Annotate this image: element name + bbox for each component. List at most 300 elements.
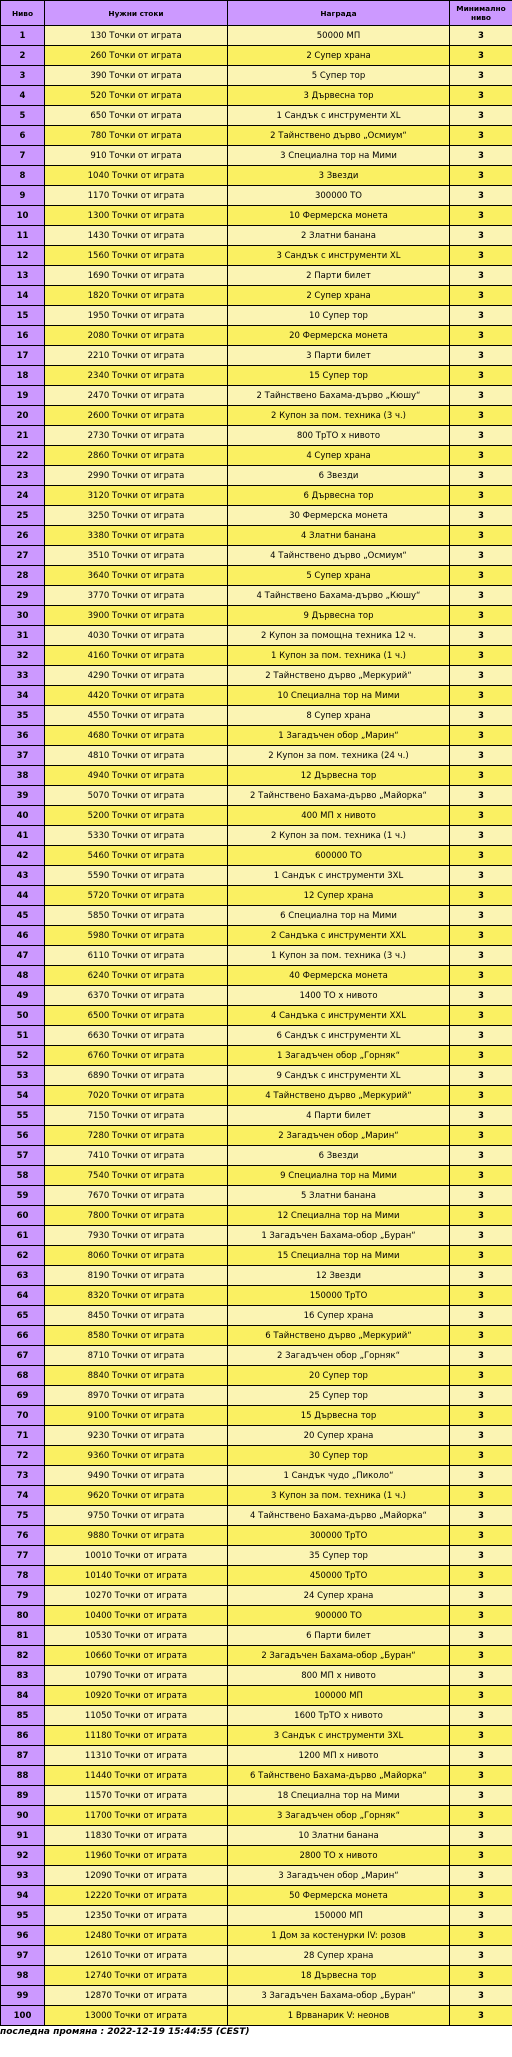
points-cell — [45, 1006, 228, 1026]
level-cell: 59 — [1, 1186, 45, 1206]
points-suffix: Точки от играта — [111, 990, 185, 1001]
points-suffix: Точки от играта — [111, 1330, 185, 1341]
table-row — [1, 586, 512, 606]
reward-cell: 2 Парти билет — [228, 266, 450, 286]
points-cell — [45, 1806, 228, 1826]
points-value: 2470 — [87, 390, 110, 401]
table-row — [1, 26, 512, 46]
points-value: 1820 — [87, 290, 110, 301]
min-level-cell: 3 — [450, 1486, 512, 1506]
reward-cell: 1600 ТрТО x нивото — [228, 1706, 450, 1726]
reward-cell: 800 МП x нивото — [228, 1666, 450, 1686]
min-level-cell: 3 — [450, 1266, 512, 1286]
reward-cell: 9 Дървесна тор — [228, 606, 450, 626]
points-suffix: Точки от играта — [109, 150, 182, 161]
level-cell: 34 — [1, 686, 45, 706]
points-cell — [45, 1326, 228, 1346]
table-row — [1, 1806, 512, 1826]
min-level-cell: 3 — [450, 1846, 512, 1866]
level-cell: 73 — [1, 1466, 45, 1486]
reward-cell: 2 Супер храна — [228, 286, 450, 306]
reward-cell: 300000 ТрТО — [228, 1526, 450, 1546]
points-suffix: Точки от играта — [111, 1170, 185, 1181]
level-cell: 72 — [1, 1446, 45, 1466]
points-value: 6500 — [87, 1010, 110, 1021]
points-value: 6760 — [87, 1050, 110, 1061]
min-level-cell: 3 — [450, 66, 512, 86]
points-cell — [45, 426, 228, 446]
table-row — [1, 806, 512, 826]
level-cell: 28 — [1, 566, 45, 586]
reward-cell: 2 Купон за пом. техника (1 ч.) — [228, 826, 450, 846]
points-cell — [45, 946, 228, 966]
points-cell — [45, 1986, 228, 2006]
level-cell: 65 — [1, 1306, 45, 1326]
min-level-cell: 3 — [450, 1726, 512, 1746]
points-value: 3770 — [87, 590, 110, 601]
points-suffix: Точки от играта — [114, 1810, 188, 1821]
table-row — [1, 1266, 512, 1286]
points-suffix: Точки от играта — [109, 70, 182, 81]
table-row — [1, 826, 512, 846]
table-row — [1, 866, 512, 886]
points-value: 4940 — [87, 770, 110, 781]
level-cell: 36 — [1, 726, 45, 746]
min-level-cell: 3 — [450, 906, 512, 926]
points-value: 2210 — [87, 350, 110, 361]
min-level-cell: 3 — [450, 1366, 512, 1386]
points-suffix: Точки от играта — [111, 270, 185, 281]
min-level-cell: 3 — [450, 326, 512, 346]
points-value: 4810 — [87, 750, 110, 761]
reward-cell: 1 Врванарик V: неонов — [228, 2006, 450, 2026]
reward-cell: 2 Купон за помощна техника 12 ч. — [228, 626, 450, 646]
points-cell — [45, 846, 228, 866]
points-cell — [45, 1666, 228, 1686]
reward-cell: 20 Фермерска монета — [228, 326, 450, 346]
reward-cell: 2 Купон за пом. техника (24 ч.) — [228, 746, 450, 766]
level-cell: 54 — [1, 1086, 45, 1106]
points-suffix: Точки от играта — [111, 1090, 185, 1101]
level-cell: 11 — [1, 226, 45, 246]
points-suffix: Точки от играта — [114, 1550, 188, 1561]
min-level-cell: 3 — [450, 286, 512, 306]
reward-cell: 50 Фермерска монета — [228, 1886, 450, 1906]
min-level-cell: 3 — [450, 1686, 512, 1706]
table-row — [1, 546, 512, 566]
table-row — [1, 186, 512, 206]
points-value: 520 — [90, 90, 107, 101]
points-value: 11570 — [84, 1790, 112, 1801]
min-level-cell: 3 — [450, 1646, 512, 1666]
level-cell: 47 — [1, 946, 45, 966]
table-row — [1, 946, 512, 966]
points-value: 10010 — [84, 1550, 112, 1561]
reward-cell: 10 Фермерска монета — [228, 206, 450, 226]
level-cell: 5 — [1, 106, 45, 126]
points-cell — [45, 926, 228, 946]
points-value: 6240 — [87, 970, 110, 981]
points-suffix: Точки от играта — [111, 570, 185, 581]
min-level-cell: 3 — [450, 1466, 512, 1486]
table-row — [1, 986, 512, 1006]
table-row — [1, 1746, 512, 1766]
min-level-cell: 3 — [450, 306, 512, 326]
level-cell: 12 — [1, 246, 45, 266]
reward-cell: 9 Сандък с инструменти XL — [228, 1066, 450, 1086]
points-cell — [45, 486, 228, 506]
points-suffix: Точки от играта — [111, 790, 185, 801]
points-value: 1430 — [87, 230, 110, 241]
min-level-cell: 3 — [450, 1626, 512, 1646]
points-suffix: Точки от играта — [111, 350, 185, 361]
reward-cell: 12 Специална тор на Мими — [228, 1206, 450, 1226]
level-cell: 33 — [1, 666, 45, 686]
points-value: 2860 — [87, 450, 110, 461]
points-suffix: Точки от играта — [111, 530, 185, 541]
table-row — [1, 1766, 512, 1786]
table-row — [1, 1126, 512, 1146]
table-row — [1, 1706, 512, 1726]
points-value: 7670 — [87, 1190, 110, 1201]
points-suffix: Точки от играта — [111, 690, 185, 701]
points-value: 2600 — [87, 410, 110, 421]
points-cell — [45, 1746, 228, 1766]
points-value: 9100 — [87, 1410, 110, 1421]
points-suffix: Точки от играта — [111, 1390, 185, 1401]
table-row — [1, 2006, 512, 2026]
points-cell — [45, 146, 228, 166]
min-level-cell: 3 — [450, 1826, 512, 1846]
points-suffix: Точки от играта — [111, 630, 185, 641]
points-value: 4290 — [87, 670, 110, 681]
reward-cell: 15 Специална тор на Мими — [228, 1246, 450, 1266]
table-row — [1, 706, 512, 726]
points-suffix: Точки от играта — [111, 1470, 185, 1481]
table-row — [1, 746, 512, 766]
min-level-cell: 3 — [450, 626, 512, 646]
points-value: 5850 — [87, 910, 110, 921]
min-level-cell: 3 — [450, 1986, 512, 2006]
points-cell — [45, 786, 228, 806]
min-level-cell: 3 — [450, 966, 512, 986]
table-row — [1, 846, 512, 866]
level-cell: 92 — [1, 1846, 45, 1866]
points-cell — [45, 1486, 228, 1506]
level-cell: 91 — [1, 1826, 45, 1846]
points-suffix: Точки от играта — [109, 50, 182, 61]
min-level-cell: 3 — [450, 186, 512, 206]
points-suffix: Точки от играта — [114, 1610, 188, 1621]
level-cell: 37 — [1, 746, 45, 766]
level-cell: 88 — [1, 1766, 45, 1786]
points-cell — [45, 546, 228, 566]
points-suffix: Точки от играта — [114, 1770, 188, 1781]
table-row — [1, 1246, 512, 1266]
reward-cell: 3 Купон за пом. техника (1 ч.) — [228, 1486, 450, 1506]
points-suffix: Точки от играта — [109, 90, 182, 101]
points-suffix: Точки от играта — [111, 1010, 185, 1021]
reward-cell: 900000 ТО — [228, 1606, 450, 1626]
min-level-cell: 3 — [450, 686, 512, 706]
points-value: 4550 — [87, 710, 110, 721]
level-cell: 69 — [1, 1386, 45, 1406]
table-row — [1, 966, 512, 986]
level-cell: 48 — [1, 966, 45, 986]
points-suffix: Точки от играта — [111, 190, 185, 201]
level-cell: 4 — [1, 86, 45, 106]
reward-cell: 6 Звезди — [228, 466, 450, 486]
points-value: 7800 — [87, 1210, 110, 1221]
level-cell: 96 — [1, 1926, 45, 1946]
level-cell: 42 — [1, 846, 45, 866]
min-level-cell: 3 — [450, 1526, 512, 1546]
points-suffix: Точки от играта — [111, 890, 185, 901]
points-cell — [45, 1766, 228, 1786]
points-cell — [45, 446, 228, 466]
level-cell: 93 — [1, 1866, 45, 1886]
points-cell — [45, 1266, 228, 1286]
header-level: Ниво — [1, 1, 45, 26]
min-level-cell: 3 — [450, 1166, 512, 1186]
points-suffix: Точки от играта — [111, 930, 185, 941]
points-cell — [45, 986, 228, 1006]
min-level-cell: 3 — [450, 1066, 512, 1086]
points-value: 11310 — [84, 1750, 112, 1761]
points-cell — [45, 26, 228, 46]
points-cell — [45, 66, 228, 86]
min-level-cell: 3 — [450, 146, 512, 166]
points-value: 910 — [90, 150, 107, 161]
table-body — [1, 26, 512, 2026]
points-cell — [45, 1126, 228, 1146]
points-cell — [45, 126, 228, 146]
table-row — [1, 1326, 512, 1346]
min-level-cell: 3 — [450, 766, 512, 786]
min-level-cell: 3 — [450, 946, 512, 966]
points-cell — [45, 166, 228, 186]
level-cell: 97 — [1, 1946, 45, 1966]
level-cell: 25 — [1, 506, 45, 526]
table-row — [1, 1646, 512, 1666]
min-level-cell: 3 — [450, 386, 512, 406]
reward-cell: 4 Тайнствено Бахама-дърво „Кюшу“ — [228, 586, 450, 606]
table-row — [1, 1506, 512, 1526]
level-cell: 98 — [1, 1966, 45, 1986]
min-level-cell: 3 — [450, 466, 512, 486]
table-row — [1, 266, 512, 286]
level-cell: 45 — [1, 906, 45, 926]
points-suffix: Точки от играта — [109, 130, 182, 141]
points-suffix: Точки от играта — [114, 1910, 188, 1921]
points-value: 11830 — [84, 1830, 112, 1841]
points-value: 11180 — [84, 1730, 112, 1741]
min-level-cell: 3 — [450, 346, 512, 366]
reward-cell: 18 Специална тор на Мими — [228, 1786, 450, 1806]
level-cell: 18 — [1, 366, 45, 386]
level-cell: 41 — [1, 826, 45, 846]
table-row — [1, 1106, 512, 1126]
points-suffix: Точки от играта — [111, 950, 185, 961]
points-cell — [45, 706, 228, 726]
points-suffix: Точки от играта — [114, 1730, 188, 1741]
points-value: 10140 — [84, 1570, 112, 1581]
points-cell — [45, 686, 228, 706]
table-row — [1, 1206, 512, 1226]
points-cell — [45, 1606, 228, 1626]
points-cell — [45, 626, 228, 646]
points-value: 5330 — [87, 830, 110, 841]
level-cell: 61 — [1, 1226, 45, 1246]
reward-cell: 4 Тайнствено дърво „Осмиум“ — [228, 546, 450, 566]
points-cell — [45, 1146, 228, 1166]
table-row — [1, 426, 512, 446]
reward-cell: 30 Фермерска монета — [228, 506, 450, 526]
points-value: 8710 — [87, 1350, 110, 1361]
table-row — [1, 1926, 512, 1946]
header-min-level: Минимално ниво — [450, 1, 512, 26]
level-cell: 44 — [1, 886, 45, 906]
points-cell — [45, 1546, 228, 1566]
points-cell — [45, 1586, 228, 1606]
min-level-cell: 3 — [450, 526, 512, 546]
level-cell: 17 — [1, 346, 45, 366]
points-value: 650 — [90, 110, 107, 121]
reward-cell: 150000 МП — [228, 1906, 450, 1926]
min-level-cell: 3 — [450, 926, 512, 946]
reward-cell: 1 Сандък с инструменти XL — [228, 106, 450, 126]
points-cell — [45, 286, 228, 306]
level-cell: 3 — [1, 66, 45, 86]
min-level-cell: 3 — [450, 566, 512, 586]
level-cell: 94 — [1, 1886, 45, 1906]
min-level-cell: 3 — [450, 26, 512, 46]
points-cell — [45, 906, 228, 926]
points-cell — [45, 966, 228, 986]
table-row — [1, 1906, 512, 1926]
points-value: 780 — [90, 130, 107, 141]
points-cell — [45, 1886, 228, 1906]
min-level-cell: 3 — [450, 1226, 512, 1246]
level-cell: 78 — [1, 1566, 45, 1586]
points-value: 1040 — [87, 170, 110, 181]
reward-cell: 4 Супер храна — [228, 446, 450, 466]
min-level-cell: 3 — [450, 1306, 512, 1326]
points-cell — [45, 366, 228, 386]
points-value: 13000 — [84, 2010, 112, 2021]
reward-cell: 10 Златни банана — [228, 1826, 450, 1846]
level-cell: 50 — [1, 1006, 45, 1026]
reward-cell: 12 Дървесна тор — [228, 766, 450, 786]
points-value: 3510 — [87, 550, 110, 561]
points-cell — [45, 326, 228, 346]
level-cell: 53 — [1, 1066, 45, 1086]
points-cell — [45, 1386, 228, 1406]
points-value: 1300 — [87, 210, 110, 221]
reward-cell: 2 Тайнствено Бахама-дърво „Кюшу“ — [228, 386, 450, 406]
min-level-cell: 3 — [450, 1506, 512, 1526]
points-cell — [45, 1086, 228, 1106]
table-row — [1, 1046, 512, 1066]
table-row — [1, 926, 512, 946]
level-cell: 40 — [1, 806, 45, 826]
points-suffix: Точки от играта — [109, 30, 182, 41]
min-level-cell: 3 — [450, 1206, 512, 1226]
points-suffix: Точки от играта — [111, 1030, 185, 1041]
table-row — [1, 1546, 512, 1566]
table-row — [1, 666, 512, 686]
points-value: 8320 — [87, 1290, 110, 1301]
points-suffix: Точки от играта — [111, 170, 185, 181]
points-value: 4420 — [87, 690, 110, 701]
table-row — [1, 786, 512, 806]
level-cell: 55 — [1, 1106, 45, 1126]
table-row — [1, 766, 512, 786]
min-level-cell: 3 — [450, 1446, 512, 1466]
reward-cell: 30 Супер тор — [228, 1446, 450, 1466]
table-row — [1, 1466, 512, 1486]
reward-cell: 1 Загадъчен обор „Марин“ — [228, 726, 450, 746]
points-value: 12870 — [84, 1990, 112, 2001]
reward-cell: 1 Купон за пом. техника (3 ч.) — [228, 946, 450, 966]
points-cell — [45, 526, 228, 546]
points-suffix: Точки от играта — [111, 870, 185, 881]
points-suffix: Точки от играта — [111, 1050, 185, 1061]
points-value: 6370 — [87, 990, 110, 1001]
table-row — [1, 1426, 512, 1446]
points-cell — [45, 566, 228, 586]
min-level-cell: 3 — [450, 1006, 512, 1026]
points-value: 6890 — [87, 1070, 110, 1081]
reward-cell: 8 Супер храна — [228, 706, 450, 726]
min-level-cell: 3 — [450, 1186, 512, 1206]
min-level-cell: 3 — [450, 2006, 512, 2026]
reward-cell: 2 Сандъка с инструменти XXL — [228, 926, 450, 946]
level-cell: 56 — [1, 1126, 45, 1146]
table-row — [1, 1966, 512, 1986]
points-cell — [45, 1566, 228, 1586]
points-value: 5200 — [87, 810, 110, 821]
reward-cell: 3 Загадъчен обор „Горняк“ — [228, 1806, 450, 1826]
reward-cell: 3 Дървесна тор — [228, 86, 450, 106]
min-level-cell: 3 — [450, 246, 512, 266]
points-suffix: Точки от играта — [111, 610, 185, 621]
points-suffix: Точки от играта — [114, 1850, 188, 1861]
points-cell — [45, 1786, 228, 1806]
points-cell — [45, 666, 228, 686]
points-suffix: Точки от играта — [111, 1070, 185, 1081]
points-suffix: Точки от играта — [109, 110, 182, 121]
points-suffix: Точки от играта — [111, 430, 185, 441]
points-suffix: Точки от играта — [111, 710, 185, 721]
min-level-cell: 3 — [450, 1866, 512, 1886]
reward-cell: 450000 ТрТО — [228, 1566, 450, 1586]
min-level-cell: 3 — [450, 486, 512, 506]
reward-cell: 4 Парти билет — [228, 1106, 450, 1126]
points-suffix: Точки от играта — [111, 1150, 185, 1161]
table-row — [1, 306, 512, 326]
points-cell — [45, 466, 228, 486]
reward-cell: 4 Сандъка с инструменти XXL — [228, 1006, 450, 1026]
reward-cell: 1 Загадъчен обор „Горняк“ — [228, 1046, 450, 1066]
points-value: 5720 — [87, 890, 110, 901]
min-level-cell: 3 — [450, 46, 512, 66]
points-value: 10530 — [84, 1630, 112, 1641]
points-suffix: Точки от играта — [114, 1930, 188, 1941]
points-cell — [45, 1626, 228, 1646]
min-level-cell: 3 — [450, 1146, 512, 1166]
points-suffix: Точки от играта — [111, 650, 185, 661]
